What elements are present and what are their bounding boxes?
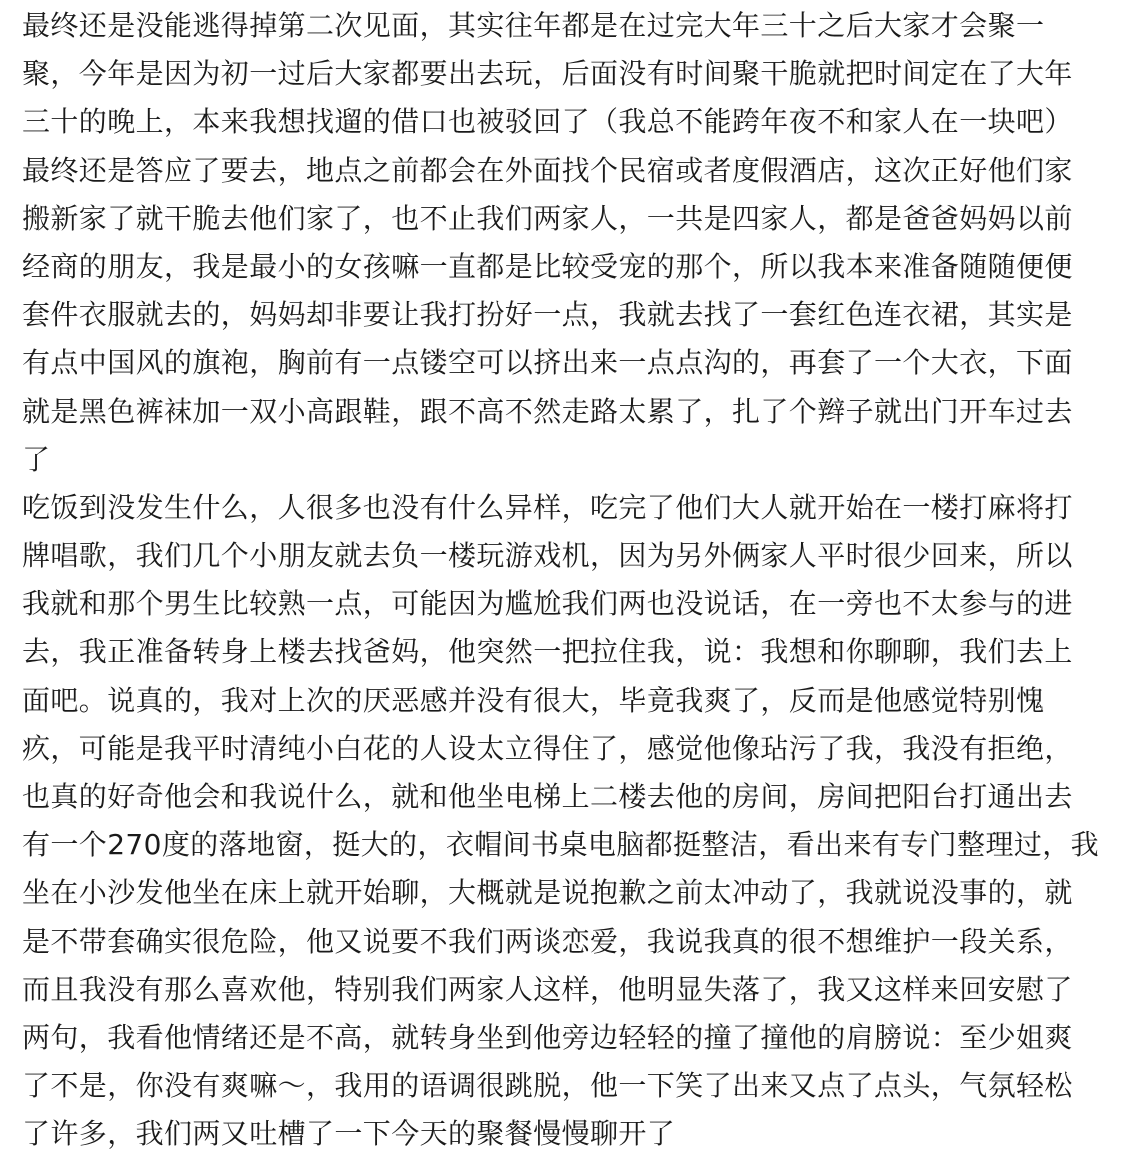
text-body xyxy=(22,2,1134,1159)
text-line: 就是黑色裤袜加一双小高跟鞋，跟不高不然走路太累了，扎了个辫子就出门开车过去 xyxy=(22,394,1073,428)
text-line: 最终还是没能逃得掉第二次见面，其实往年都是在过完大年三十之后大家才会聚一 xyxy=(22,9,1045,42)
text-line: 三十的晚上，本来我想找遛的借口也被驳回了（我总不能跨年夜不和家人在一块吧） xyxy=(22,105,1073,139)
text-line: 有点中国风的旗袍，胸前有一点镂空可以挤出来一点点沟的，再套了一个大衣，下面 xyxy=(22,346,1073,380)
text-line: 了 xyxy=(22,442,51,476)
text-line: 两句，我看他情绪还是不高，就转身坐到他旁边轻轻的撞了撞他的肩膀说：至少姐爽 xyxy=(22,1020,1073,1054)
text-line: 最终还是答应了要去，地点之前都会在外面找个民宿或者度假酒店，这次正好他们家 xyxy=(22,153,1073,187)
text-line: 面吧。说真的，我对上次的厌恶感并没有很大，毕竟我爽了，反而是他感觉特别愧 xyxy=(22,683,1045,717)
text-line: 了不是，你没有爽嘛～，我用的语调很跳脱，他一下笑了出来又点了点头，气氛轻松 xyxy=(22,1069,1073,1103)
text-line: 搬新家了就干脆去他们家了，也不止我们两家人，一共是四家人，都是爸爸妈妈以前 xyxy=(22,201,1073,235)
text-line: 而且我没有那么喜欢他，特别我们两家人这样，他明显失落了，我又这样来回安慰了 xyxy=(22,972,1073,1006)
text-line: 了许多，我们两又吐槽了一下今天的聚餐慢慢聊开了 xyxy=(22,1117,676,1151)
text-line: 我就和那个男生比较熟一点，可能因为尴尬我们两也没说话，在一旁也不太参与的进 xyxy=(22,587,1073,621)
text-line: 坐在小沙发他坐在床上就开始聊，大概就是说抱歉之前太冲动了，我就说没事的，就 xyxy=(22,876,1073,910)
text-line: 是不带套确实很危险，他又说要不我们两谈恋爱，我说我真的很不想维护一段关系， xyxy=(22,924,1073,958)
text-line: 经商的朋友，我是最小的女孩嘛一直都是比较受宠的那个，所以我本来准备随随便便 xyxy=(22,249,1073,283)
text-line: 吃饭到没发生什么，人很多也没有什么异样，吃完了他们大人就开始在一楼打麻将打 xyxy=(22,490,1073,524)
text-line: 聚，今年是因为初一过后大家都要出去玩，后面没有时间聚干脆就把时间定在了大年 xyxy=(22,57,1073,91)
text-line: 牌唱歌，我们几个小朋友就去负一楼玩游戏机，因为另外俩家人平时很少回来，所以 xyxy=(22,539,1073,573)
text-line: 套件衣服就去的，妈妈却非要让我打扮好一点，我就去找了一套红色连衣裙，其实是 xyxy=(22,298,1073,332)
text-line: 有一个270度的落地窗，挺大的，衣帽间书桌电脑都挺整洁，看出来有专门整理过，我 xyxy=(22,828,1100,862)
text-line: 去，我正准备转身上楼去找爸妈，他突然一把拉住我，说：我想和你聊聊，我们去上 xyxy=(22,635,1073,669)
text-line: 疚，可能是我平时清纯小白花的人设太立得住了，感觉他像玷污了我，我没有拒绝， xyxy=(22,731,1073,765)
text-line: 也真的好奇他会和我说什么，就和他坐电梯上二楼去他的房间，房间把阳台打通出去 xyxy=(22,780,1073,813)
